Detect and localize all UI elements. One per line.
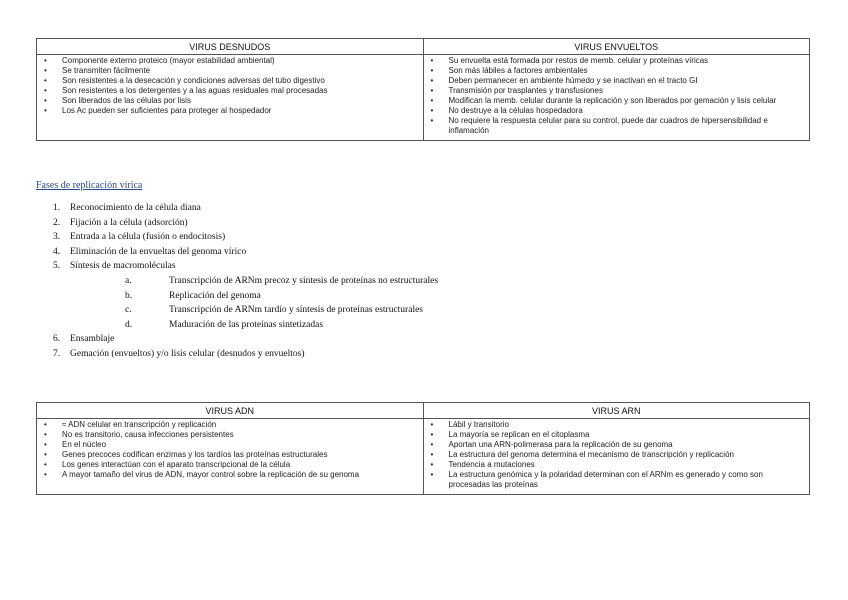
phase-step: 2. Fijación a la célula (adsorción) — [53, 217, 188, 228]
phase-step: 6. Ensamblaje — [53, 334, 115, 345]
phase-step: 7. Gemación (envueltos) y/o lisis celular (desnudos y envueltos) — [53, 348, 305, 359]
list-item: • Tendencia a mutaciones — [428, 460, 806, 470]
list-item: • A mayor tamaño del virus de ADN, mayor control sobre la replicación de su genoma — [41, 470, 419, 480]
list-item: • No es transitorio, causa infecciones persistentes — [41, 430, 419, 440]
list-item: • En el núcleo — [41, 440, 419, 450]
phases-title: Fases de replicación vírica — [36, 180, 143, 191]
list-item: • ≈ ADN celular en transcripción y replicación — [41, 420, 419, 430]
list-item: • No destruye a la células hospedadora — [428, 106, 806, 116]
list-item: • Son resistentes a los detergentes y a las aguas residuales mal procesadas — [41, 86, 419, 96]
phase-substep: a. Transcripción de ARNm precoz y síntesis de proteínas no estructurales — [125, 275, 439, 286]
list-item: • No requiere la respuesta celular para su control, puede dar cuadros de hipersensibilidad e inflamación — [428, 116, 806, 136]
list-item: • Modifican la memb. celular durante la replicación y son liberados por gemación y lisis celular — [428, 96, 806, 106]
list-item: • Son resistentes a la desecación y condiciones adversas del tubo digestivo — [41, 76, 419, 86]
rna-virus-cell — [423, 419, 810, 495]
phase-substeps — [70, 274, 438, 332]
phases-list — [36, 201, 438, 362]
naked-virus-header: VIRUS DESNUDOS — [37, 39, 424, 55]
list-item: • Se transmiten fácilmente — [41, 66, 419, 76]
phase-step: 4. Eliminación de la envueltas del genoma vírico — [53, 246, 247, 257]
list-item: • Componente externo proteico (mayor estabilidad ambiental) — [41, 56, 419, 66]
enveloped-virus-cell — [423, 55, 810, 141]
phase-substep: d. Maduración de las proteínas sintetizadas — [125, 319, 324, 330]
phase-substep: b. Replicación del genoma — [125, 290, 261, 301]
naked-vs-enveloped-table — [36, 38, 810, 141]
dna-vs-rna-table — [36, 402, 810, 495]
list-item: • La estructura del genoma determina el mecanismo de transcripción y replicación — [428, 450, 806, 460]
list-item: • Son más lábiles a factores ambientales — [428, 66, 806, 76]
list-item: • Deben permanecer en ambiente húmedo y se inactivan en el tracto GI — [428, 76, 806, 86]
replication-phases-section — [36, 180, 438, 362]
list-item: • Transmisión por trasplantes y transfusiones — [428, 86, 806, 96]
dna-virus-header: VIRUS ADN — [37, 403, 424, 419]
phase-step: 1. Reconocimiento de la célula diana — [53, 203, 201, 213]
list-item: • Genes precoces codifican enzimas y los tardíos las proteínas estructurales — [41, 450, 419, 460]
list-item: • Los genes interactúan con el aparato transcripcional de la célula — [41, 460, 419, 470]
list-item: • La mayoría se replican en el citoplasma — [428, 430, 806, 440]
list-item: • Son liberados de las células por lisis — [41, 96, 419, 106]
dna-virus-cell — [37, 419, 424, 495]
list-item: • La estructura genómica y la polaridad determinan con el ARNm es generado y como son procesadas las proteínas — [428, 470, 806, 490]
naked-virus-cell — [37, 55, 424, 141]
list-item: • Aportan una ARN-polimerasa para la replicación de su genoma — [428, 440, 806, 450]
phase-step: 5. Síntesis de macromoléculas a. Transcripción de ARNm precoz y síntesis de proteínas no estructurales b. Replicación del genoma c. Transcripción de ARNm tardío y síntesis de proteínas estructurales d. Maduración de las proteínas sintetizadas — [36, 259, 438, 332]
phase-step: 3. Entrada a la célula (fusión o endocitosis) — [53, 232, 226, 243]
enveloped-virus-header: VIRUS ENVUELTOS — [423, 39, 810, 55]
phase-substep: c. Transcripción de ARNm tardío y síntesis de proteínas estructurales — [125, 305, 423, 316]
list-item: • Su envuelta está formada por restos de memb. celular y proteínas víricas — [428, 56, 806, 66]
list-item: • Lábil y transitorio — [428, 420, 806, 430]
list-item: • Los Ac pueden ser suficientes para proteger al hospedador — [41, 106, 419, 116]
rna-virus-header: VIRUS ARN — [423, 403, 810, 419]
